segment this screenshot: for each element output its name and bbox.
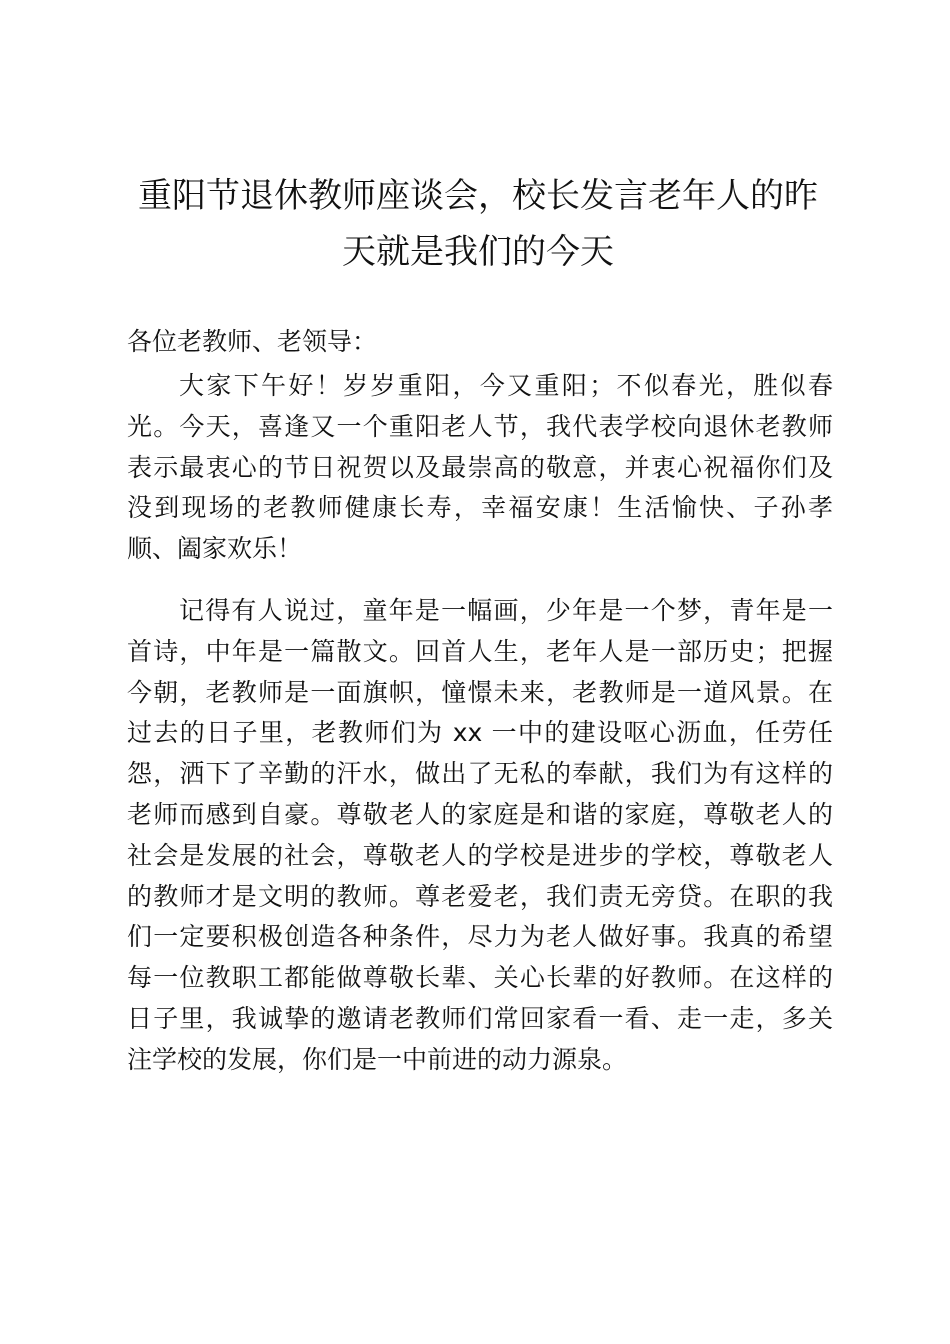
paragraph-line: 怨，洒下了辛勤的汗水，做出了无私的奉献，我们为有这样的 [127, 759, 833, 789]
paragraph-line: 记得有人说过，童年是一幅画，少年是一个梦，青年是一 [179, 596, 833, 625]
paragraph-line: 每一位教职工都能做尊敬长辈、关心长辈的好教师。在这样的 [127, 963, 833, 993]
paragraph-line: 过去的日子里，老教师们为 xx 一中的建设呕心沥血，任劳任 [127, 718, 833, 748]
paragraph-line: 首诗，中年是一篇散文。回首人生，老年人是一部历史；把握 [127, 636, 833, 666]
paragraph-line: 光。今天，喜逢又一个重阳老人节，我代表学校向退休老教师 [127, 411, 833, 441]
salutation: 各位老教师、老领导： [127, 327, 378, 356]
paragraph-body [127, 591, 833, 1081]
paragraph-line: 今朝，老教师是一面旗帜，憧憬未来，老教师是一道风景。在 [127, 677, 833, 707]
document-title [118, 168, 838, 280]
paragraph-line: 顺、阖家欢乐！ [127, 534, 303, 564]
paragraph-line: 没到现场的老教师健康长寿，幸福安康！生活愉快、子孙孝 [127, 493, 833, 523]
paragraph-greeting [127, 366, 833, 570]
paragraph-line: 表示最衷心的节日祝贺以及最崇高的敬意，并衷心祝福你们及 [127, 452, 833, 482]
paragraph-line: 日子里，我诚挚的邀请老教师们常回家看一看、走一走，多关 [127, 1003, 833, 1033]
paragraph-line: 老师而感到自豪。尊敬老人的家庭是和谐的家庭，尊敬老人的 [127, 799, 833, 829]
paragraph-line: 大家下午好！岁岁重阳，今又重阳；不似春光，胜似春 [179, 371, 833, 400]
paragraph-line: 注学校的发展，你们是一中前进的动力源泉。 [127, 1044, 628, 1074]
title-line: 重阳节退休教师座谈会，校长发言老年人的昨 [138, 176, 818, 216]
paragraph-line: 们一定要积极创造各种条件，尽力为老人做好事。我真的希望 [127, 922, 833, 952]
title-line: 天就是我们的今天 [342, 232, 614, 272]
paragraph-line: 社会是发展的社会，尊敬老人的学校是进步的学校，尊敬老人 [127, 840, 833, 870]
paragraph-line: 的教师才是文明的教师。尊老爱老，我们责无旁贷。在职的我 [127, 881, 833, 911]
